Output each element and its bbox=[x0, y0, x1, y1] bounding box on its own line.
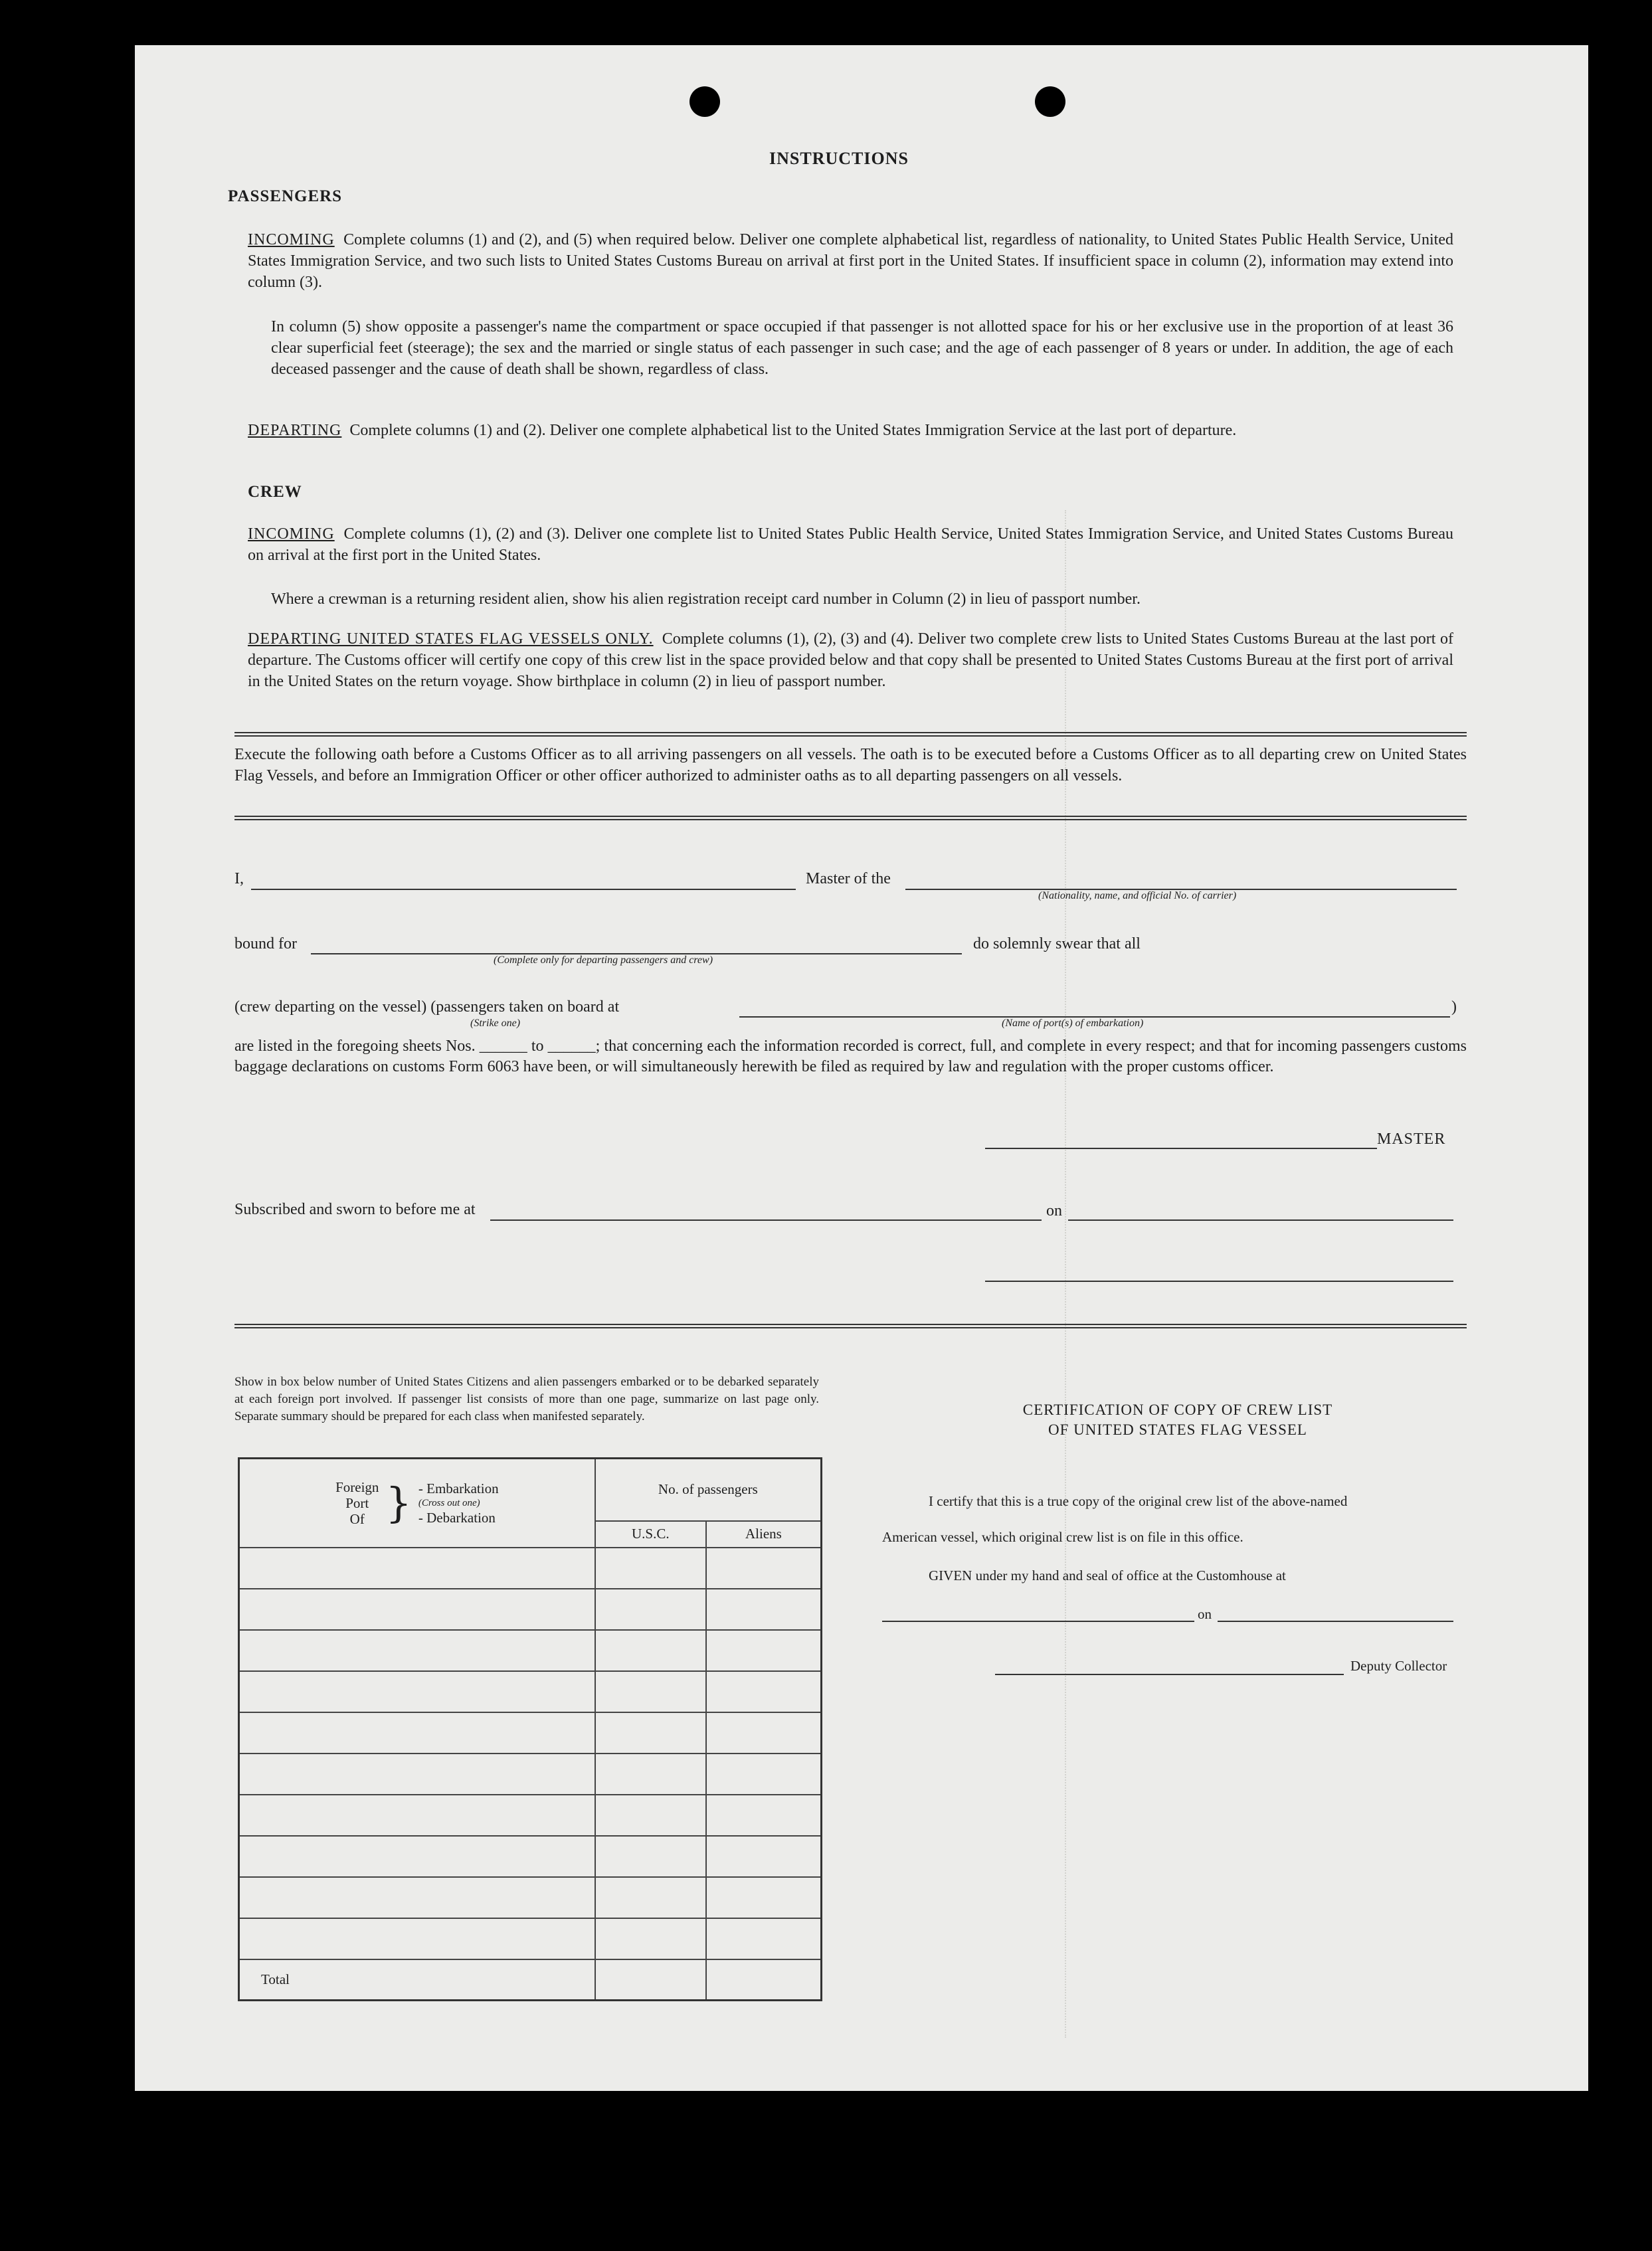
certification-on-label: on bbox=[1198, 1606, 1212, 1622]
crewman-paragraph: Where a crewman is a returning resident alien, show his alien registration receipt card number in Column (2) in lieu of passport number. bbox=[271, 590, 1141, 608]
port-label: Port bbox=[345, 1494, 369, 1511]
port-cell[interactable] bbox=[239, 1630, 595, 1671]
total-usc-cell[interactable] bbox=[595, 1959, 706, 2001]
usc-cell[interactable] bbox=[595, 1630, 706, 1671]
subscribed-place-line bbox=[490, 1219, 1042, 1221]
aliens-cell[interactable] bbox=[706, 1630, 822, 1671]
passengers-count-header: No. of passengers bbox=[595, 1459, 822, 1521]
listed-paragraph: are listed in the foregoing sheets Nos. ______ to ______; that concerning each the information recorded is correct, full, and complete in every respect; and that for incoming passengers customs baggage declarations on customs Form 6063 have been, or will simultaneously herewith be filed as required by law and regulation with the proper customs officer. bbox=[234, 1037, 1467, 1075]
passenger-summary-table bbox=[238, 1457, 822, 2001]
punch-hole-left bbox=[689, 86, 720, 117]
total-label: Total bbox=[239, 1959, 595, 2001]
aliens-cell[interactable] bbox=[706, 1836, 822, 1877]
oath-i-label: I, bbox=[234, 870, 244, 887]
section-divider-3 bbox=[234, 1324, 1467, 1328]
certify-line-2: American vessel, which original crew list is on file in this office. bbox=[882, 1529, 1243, 1545]
oath-intro: Execute the following oath before a Customs Officer as to all arriving passengers on all vessels. The oath is to be executed before a Customs Officer as to all departing crew on United States Flag Vessels, and before an Immigration Officer or other officer authorized to administer oaths as to all departing passengers on all vessels. bbox=[234, 746, 1467, 784]
aliens-cell[interactable] bbox=[706, 1712, 822, 1754]
of-label: Of bbox=[349, 1510, 365, 1527]
departing-us-flag-paragraph bbox=[248, 628, 1453, 692]
usc-cell[interactable] bbox=[595, 1671, 706, 1712]
crew-incoming-paragraph bbox=[248, 523, 1453, 566]
deputy-collector-label: Deputy Collector bbox=[1350, 1658, 1447, 1674]
section-divider-1 bbox=[234, 732, 1467, 737]
column5-paragraph: In column (5) show opposite a passenger's name the compartment or space occupied if that passenger is not allotted space for his or her exclusive use in the proportion of at least 36 clear superficial feet (steerage); the sex and the married or single status of each passenger in such case; and the age of each passenger of 8 years or under. In addition, the age of each deceased passenger and the cause of death shall be shown, regardless of class. bbox=[271, 318, 1453, 378]
summary-note: Show in box below number of United States Citizens and alien passengers embarked or to be debarked separately at each foreign port involved. If passenger list consists of more than one page, summarize on last page only. Separate summary should be prepared for each class when manifested separately. bbox=[234, 1375, 819, 1423]
debarkation-label: - Debarkation bbox=[418, 1509, 496, 1526]
master-name-line bbox=[251, 889, 796, 890]
aliens-header: Aliens bbox=[706, 1521, 822, 1548]
master-label: MASTER bbox=[1377, 1130, 1446, 1148]
usc-cell[interactable] bbox=[595, 1712, 706, 1754]
certification-title-line1: CERTIFICATION OF COPY OF CREW LIST bbox=[1022, 1401, 1333, 1418]
port-cell[interactable] bbox=[239, 1754, 595, 1795]
certification-title-line2: OF UNITED STATES FLAG VESSEL bbox=[1048, 1421, 1307, 1438]
port-cell[interactable] bbox=[239, 1671, 595, 1712]
crew-heading: CREW bbox=[248, 483, 302, 501]
bound-for-label: bound for bbox=[234, 935, 297, 952]
cross-out-label: (Cross out one) bbox=[418, 1497, 480, 1508]
usc-cell[interactable] bbox=[595, 1548, 706, 1589]
master-signature-line bbox=[985, 1148, 1377, 1149]
incoming-label: INCOMING bbox=[248, 231, 335, 248]
form-page bbox=[135, 45, 1588, 2091]
given-text: GIVEN under my hand and seal of office at the Customhouse at bbox=[929, 1568, 1286, 1583]
usc-cell[interactable] bbox=[595, 1754, 706, 1795]
foreign-port-header bbox=[239, 1459, 595, 1548]
crew-incoming-text: Complete columns (1), (2) and (3). Deliver one complete list to United States Public Health Service, United States Immigration Service, and United States Customs Bureau on arrival at the first port in the United States. bbox=[248, 525, 1453, 564]
oath-close-paren: ) bbox=[1451, 998, 1457, 1016]
strike-one-caption: (Strike one) bbox=[470, 1018, 521, 1029]
foreign-label: Foreign bbox=[335, 1479, 379, 1495]
usc-cell[interactable] bbox=[595, 1836, 706, 1877]
port-cell[interactable] bbox=[239, 1712, 595, 1754]
usc-cell[interactable] bbox=[595, 1795, 706, 1836]
departing-label: DEPARTING bbox=[248, 422, 342, 439]
certify-line-1: I certify that this is a true copy of the original crew list of the above-named bbox=[929, 1493, 1348, 1509]
subscribed-label: Subscribed and sworn to before me at bbox=[234, 1201, 476, 1218]
aliens-cell[interactable] bbox=[706, 1589, 822, 1630]
swear-text: do solemnly swear that all bbox=[973, 935, 1141, 952]
master-of-label: Master of the bbox=[806, 870, 891, 887]
bound-caption: (Complete only for departing passengers and crew) bbox=[494, 954, 713, 966]
bleed-through-marks bbox=[1065, 510, 1571, 2038]
certification-date-line bbox=[1218, 1621, 1453, 1622]
aliens-cell[interactable] bbox=[706, 1877, 822, 1918]
crew-incoming-label: INCOMING bbox=[248, 525, 335, 543]
port-cell[interactable] bbox=[239, 1795, 595, 1836]
total-aliens-cell[interactable] bbox=[706, 1959, 822, 2001]
port-cell[interactable] bbox=[239, 1918, 595, 1959]
deputy-collector-visible-line bbox=[995, 1674, 1344, 1675]
aliens-cell[interactable] bbox=[706, 1918, 822, 1959]
incoming-text: Complete columns (1) and (2), and (5) when required below. Deliver one complete alphabetical list, regardless of nationality, to United States Public Health Service, United States Immigration Service, and two such lists to United States Customs Bureau on arrival at first port in the United States. If insufficient space in column (2), information may extend into column (3). bbox=[248, 231, 1453, 291]
aliens-cell[interactable] bbox=[706, 1671, 822, 1712]
punch-hole-right bbox=[1035, 86, 1065, 117]
usc-cell[interactable] bbox=[595, 1918, 706, 1959]
port-cell[interactable] bbox=[239, 1836, 595, 1877]
port-cell[interactable] bbox=[239, 1877, 595, 1918]
port-cell[interactable] bbox=[239, 1548, 595, 1589]
subscribed-date-line bbox=[1068, 1219, 1453, 1221]
section-divider-2 bbox=[234, 816, 1467, 820]
officer-signature-line bbox=[985, 1281, 1453, 1282]
carrier-caption: (Nationality, name, and official No. of carrier) bbox=[1038, 890, 1237, 901]
passengers-departing-paragraph bbox=[248, 420, 1453, 441]
certification-title bbox=[978, 1400, 1377, 1440]
departing-us-text: Complete columns (1), (2), (3) and (4). Deliver two complete crew lists to United States Customs Bureau at the last port of departure. The Customs officer will certify one copy of this crew list in the space provided below and that copy shall be presented to United States Customs Bureau at the first port of arrival in the United States on the return voyage. Show birthplace in column (2) in lieu of passport number. bbox=[248, 630, 1453, 690]
aliens-cell[interactable] bbox=[706, 1795, 822, 1836]
aliens-cell[interactable] bbox=[706, 1548, 822, 1589]
usc-cell[interactable] bbox=[595, 1877, 706, 1918]
departing-us-label: DEPARTING UNITED STATES FLAG VESSELS ONLY. bbox=[248, 630, 654, 648]
customhouse-line bbox=[882, 1621, 1194, 1622]
port-caption: (Name of port(s) of embarkation) bbox=[1002, 1018, 1144, 1029]
instructions-title: INSTRUCTIONS bbox=[769, 149, 909, 168]
departing-text: Complete columns (1) and (2). Deliver one complete alphabetical list to the United States Immigration Service at the last port of departure. bbox=[349, 422, 1237, 439]
usc-cell[interactable] bbox=[595, 1589, 706, 1630]
passengers-incoming-paragraph bbox=[248, 229, 1453, 293]
passengers-heading: PASSENGERS bbox=[228, 187, 343, 205]
aliens-cell[interactable] bbox=[706, 1754, 822, 1795]
port-cell[interactable] bbox=[239, 1589, 595, 1630]
subscribed-on-label: on bbox=[1046, 1202, 1062, 1219]
brace-icon: } bbox=[385, 1478, 412, 1527]
embarkation-label: - Embarkation bbox=[418, 1480, 499, 1496]
usc-header: U.S.C. bbox=[595, 1521, 706, 1548]
crew-departing-text: (crew departing on the vessel) (passengers taken on board at bbox=[234, 998, 620, 1016]
